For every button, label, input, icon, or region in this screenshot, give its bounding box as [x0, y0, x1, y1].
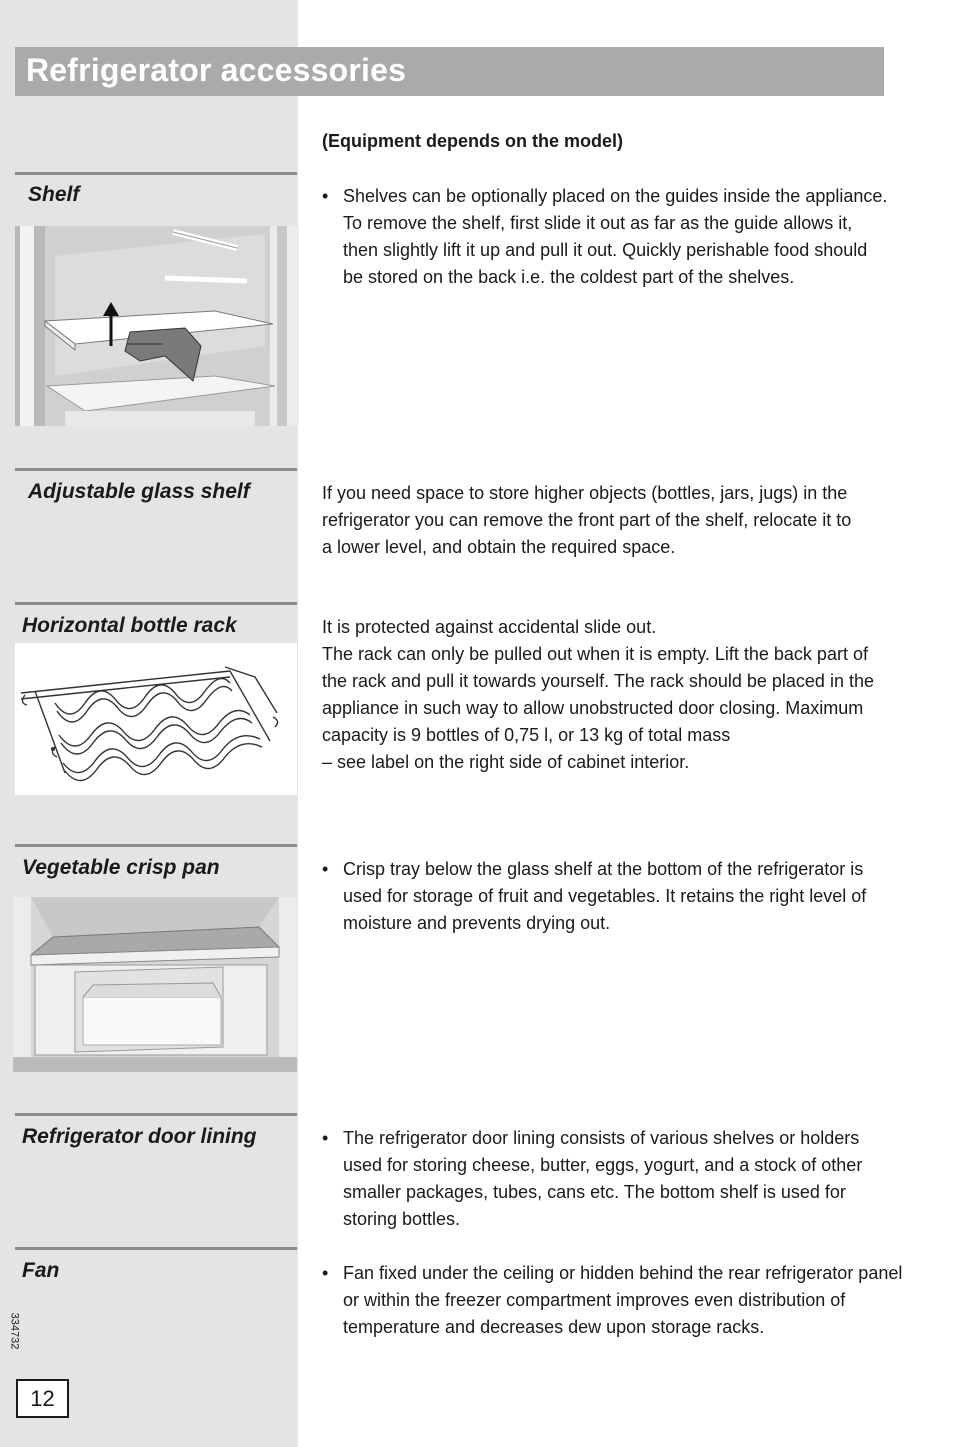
shelf-illustration — [15, 226, 299, 426]
bottle-rack-line-3: – see label on the right side of cabinet interior. — [322, 752, 690, 772]
bottle-rack-description — [322, 614, 882, 776]
section-divider — [15, 602, 297, 605]
shelf-description: • Shelves can be optionally placed on the guides inside the appliance. To remove the shelf, first slide it out as far as the guide allows it, then slightly lift it up and pull it out. Quickly perishable food should be stored on the back i.e. the coldest part of the shelves. — [322, 183, 888, 291]
section-title-horizontal-bottle-rack: Horizontal bottle rack — [22, 614, 237, 637]
section-title-adjustable-glass-shelf: Adjustable glass shelf — [28, 480, 250, 503]
section-title-refrigerator-door-lining: Refrigerator door lining — [22, 1125, 257, 1148]
page-header — [15, 47, 884, 96]
adjustable-glass-shelf-description: If you need space to store higher objects (bottles, jars, jugs) in the refrigerator you can remove the front part of the shelf, relocate it to a lower level, and obtain the required space. — [322, 483, 852, 557]
bottle-rack-line-1: It is protected against accidental slide out. — [322, 617, 657, 637]
vegetable-crisp-pan-description: • Crisp tray below the glass shelf at the bottom of the refrigerator is used for storage of fruit and vegetables. It retains the right level of moisture and prevents drying out. — [322, 856, 883, 937]
bottle-rack-illustration — [15, 643, 297, 795]
section-divider — [15, 844, 297, 847]
section-title-fan: Fan — [22, 1259, 60, 1282]
section-divider — [15, 1247, 297, 1250]
section-title-shelf: Shelf — [28, 183, 80, 206]
section-divider — [15, 468, 297, 471]
bottle-rack-line-2: The rack can only be pulled out when it is empty. Lift the back part of the rack and pull it towards yourself. The rack should be placed in the appliance in such way to allow unobstructed door closing. Maximum capacity is 9 bottles of 0,75 l, or 13 kg of total mass — [322, 644, 874, 745]
document-code: 334732 — [8, 1312, 21, 1350]
page-title: Refrigerator accessories — [26, 52, 407, 88]
section-divider — [15, 172, 297, 175]
door-lining-description: • The refrigerator door lining consists of various shelves or holders used for storing cheese, butter, eggs, yogurt, and a stock of other smaller packages, tubes, cans etc. The bottom shelf is used for storing bottles. — [322, 1125, 883, 1233]
section-divider — [15, 1113, 297, 1116]
fan-description: • Fan fixed under the ceiling or hidden behind the rear refrigerator panel or within the freezer compartment improves even distribution of temperature and decreases dew upon storage racks. — [322, 1260, 913, 1341]
section-title-vegetable-crisp-pan: Vegetable crisp pan — [22, 856, 220, 879]
crisp-pan-illustration — [13, 897, 297, 1072]
equipment-note: (Equipment depends on the model) — [322, 131, 623, 151]
page-number: 12 — [16, 1379, 69, 1418]
